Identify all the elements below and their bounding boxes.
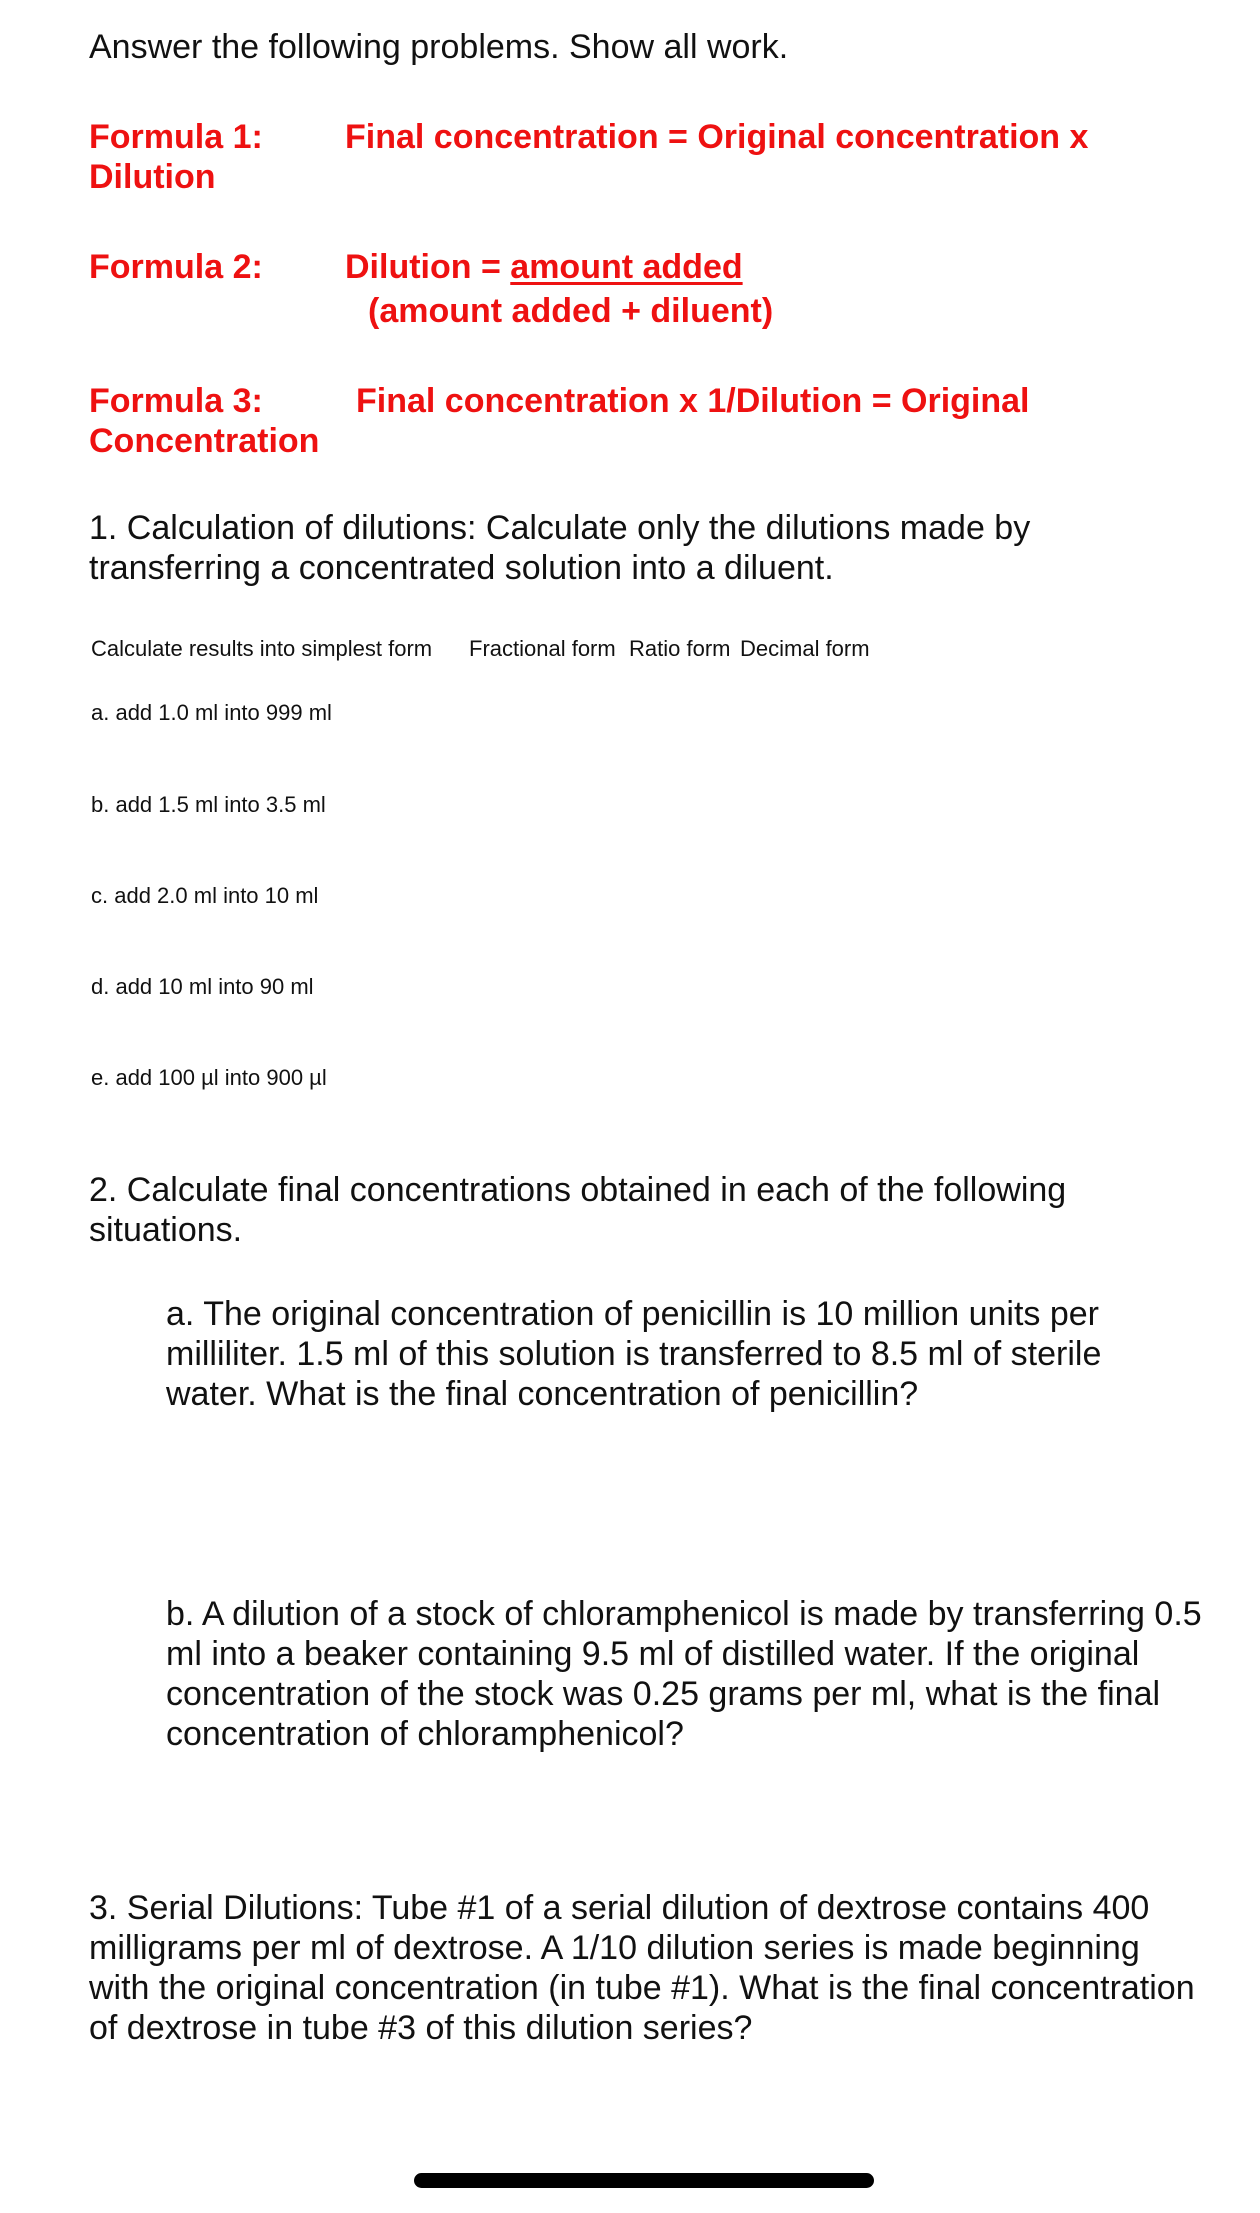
- column-ratio-form: Ratio form: [629, 636, 731, 661]
- question-1-item-e: e. add 100 µl into 900 µl: [91, 1065, 327, 1090]
- question-1-text: 1. Calculation of dilutions: Calculate only the dilutions made by transferring a concentrated solution into a diluent.: [89, 509, 1031, 587]
- formula-3-label: Formula 3:: [89, 382, 263, 420]
- question-1-item-c: c. add 2.0 ml into 10 ml: [91, 883, 319, 908]
- question-1-item-d: d. add 10 ml into 90 ml: [91, 974, 314, 999]
- formula-2-text: [345, 248, 743, 287]
- home-indicator[interactable]: [414, 2173, 874, 2188]
- column-decimal-form: Decimal form: [740, 636, 870, 661]
- formula-2-denominator: (amount added + diluent): [368, 292, 774, 330]
- formula-3-text: Final concentration x 1/Dilution = Original: [356, 382, 1030, 420]
- formula-1-continuation: Dilution: [89, 158, 216, 196]
- formula-2-numerator: amount added: [510, 248, 743, 286]
- formula-2-lhs: Dilution =: [345, 248, 511, 286]
- formula-2-label: Formula 2:: [89, 248, 263, 286]
- question-1-item-a: a. add 1.0 ml into 999 ml: [91, 700, 332, 725]
- column-fractional-form: Fractional form: [469, 636, 616, 661]
- question-1-item-b: b. add 1.5 ml into 3.5 ml: [91, 792, 326, 817]
- question-3-text: 3. Serial Dilutions: Tube #1 of a serial dilution of dextrose contains 400 milligrams per ml of dextrose. A 1/10 dilution series is made beginning with the original concentration (in tube #1). What is the final concentration of dextrose in tube #3 of this dilution series?: [89, 1889, 1195, 2047]
- formula-3-continuation: Concentration: [89, 422, 320, 460]
- question-2-part-b: b. A dilution of a stock of chloramphenicol is made by transferring 0.5 ml into a beaker containing 9.5 ml of distilled water. If the original concentration of the stock was 0.25 grams per ml, what is the final concentration of chloramphenicol?: [166, 1595, 1202, 1753]
- instructions: Answer the following problems. Show all work.: [89, 28, 789, 66]
- question-2-text: 2. Calculate final concentrations obtained in each of the following situations.: [89, 1171, 1067, 1249]
- formula-1-label: Formula 1:: [89, 118, 263, 156]
- question-2-part-a: a. The original concentration of penicillin is 10 million units per milliliter. 1.5 ml of this solution is transferred to 8.5 ml of sterile water. What is the final concentration of penicillin?: [166, 1295, 1102, 1413]
- column-simplest-form: Calculate results into simplest form: [91, 636, 433, 661]
- formula-1-text: Final concentration = Original concentration x: [345, 118, 1089, 156]
